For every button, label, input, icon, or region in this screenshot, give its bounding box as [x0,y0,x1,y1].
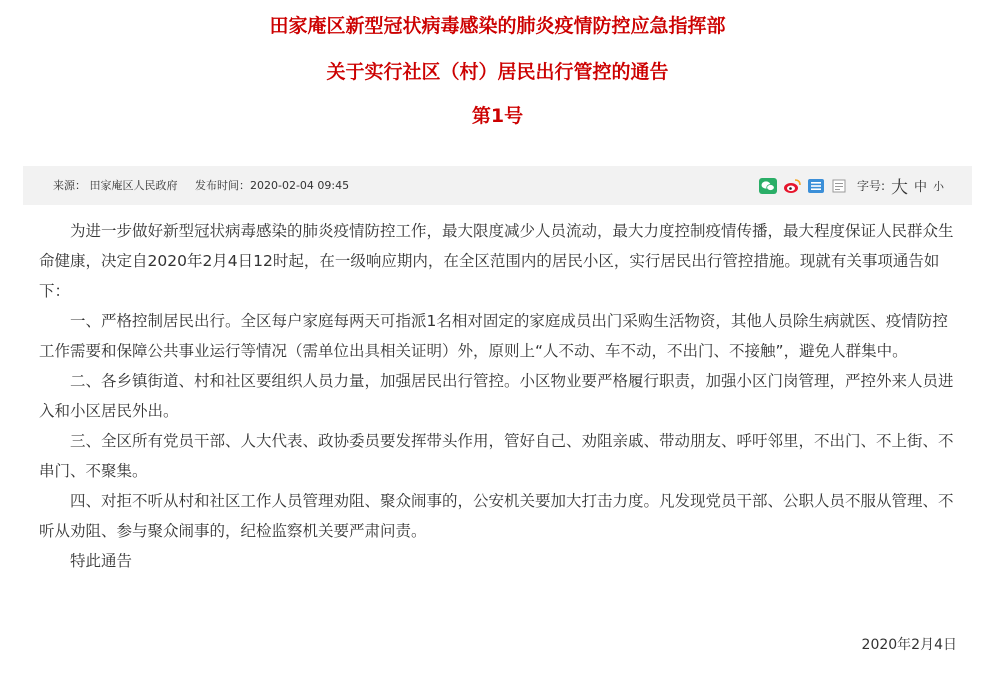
print-icon[interactable] [831,178,849,194]
notice-date: 2020年2月4日 [861,637,957,653]
font-size-small-button[interactable]: 小 [933,179,944,193]
qzone-icon[interactable] [807,178,825,194]
weibo-icon[interactable] [783,178,801,194]
paragraph: 为进一步做好新型冠状病毒感染的肺炎疫情防控工作，最大限度减少人员流动，最大力度控制疫情传播，最大程度保证人民群众生命健康，决定自2020年2月4日12时起，在一级响应期内，在全区范围内的居民小区，实行居民出行管控措施。现就有关事项通告如下： [39,222,954,300]
wechat-icon[interactable] [759,178,777,194]
paragraph: 四、对拒不听从村和社区工作人员管理劝阻、聚众闹事的，公安机关要加大打击力度。凡发现党员干部、公职人员不服从管理、不听从劝阻、参与聚众闹事的，纪检监察机关要严肃问责。 [39,492,954,540]
paragraph: 特此通告 [70,552,133,570]
paragraph: 一、严格控制居民出行。全区每户家庭每两天可指派1名相对固定的家庭成员出门采购生活物资，其他人员除生病就医、疫情防控工作需要和保障公共事业运行等情况（需单位出具相关证明）外，原则上“人不动、车不动，不出门、不接触”，避免人群集中。 [39,312,948,360]
font-size-large-button[interactable]: 大 [890,178,908,198]
source-text: 来源： 田家庵区人民政府 [53,179,178,192]
article-title-line2: 关于实行社区（村）居民出行管控的通告 [326,61,669,83]
paragraph: 三、全区所有党员干部、人大代表、政协委员要发挥带头作用，管好自己、劝阻亲戚、带动朋友、呼吁邻里，不出门、不上街、不串门、不聚集。 [39,432,954,480]
article-meta-bar [23,166,972,205]
paragraph: 二、各乡镇街道、村和社区要组织人员力量，加强居民出行管控。小区物业要严格履行职责，加强小区门岗管理，严控外来人员进入和小区居民外出。 [39,372,954,420]
font-size-medium-button[interactable]: 中 [913,180,927,195]
article-title-line1: 田家庵区新型冠状病毒感染的肺炎疫情防控应急指挥部 [269,15,726,37]
article-body [39,216,961,576]
publish-time: 发布时间：2020-02-04 09:45 [195,179,350,192]
tools-area [759,166,944,205]
meta-info [53,166,363,205]
article-number: 第1号 [471,105,524,127]
font-size-label: 字号: [856,179,885,193]
